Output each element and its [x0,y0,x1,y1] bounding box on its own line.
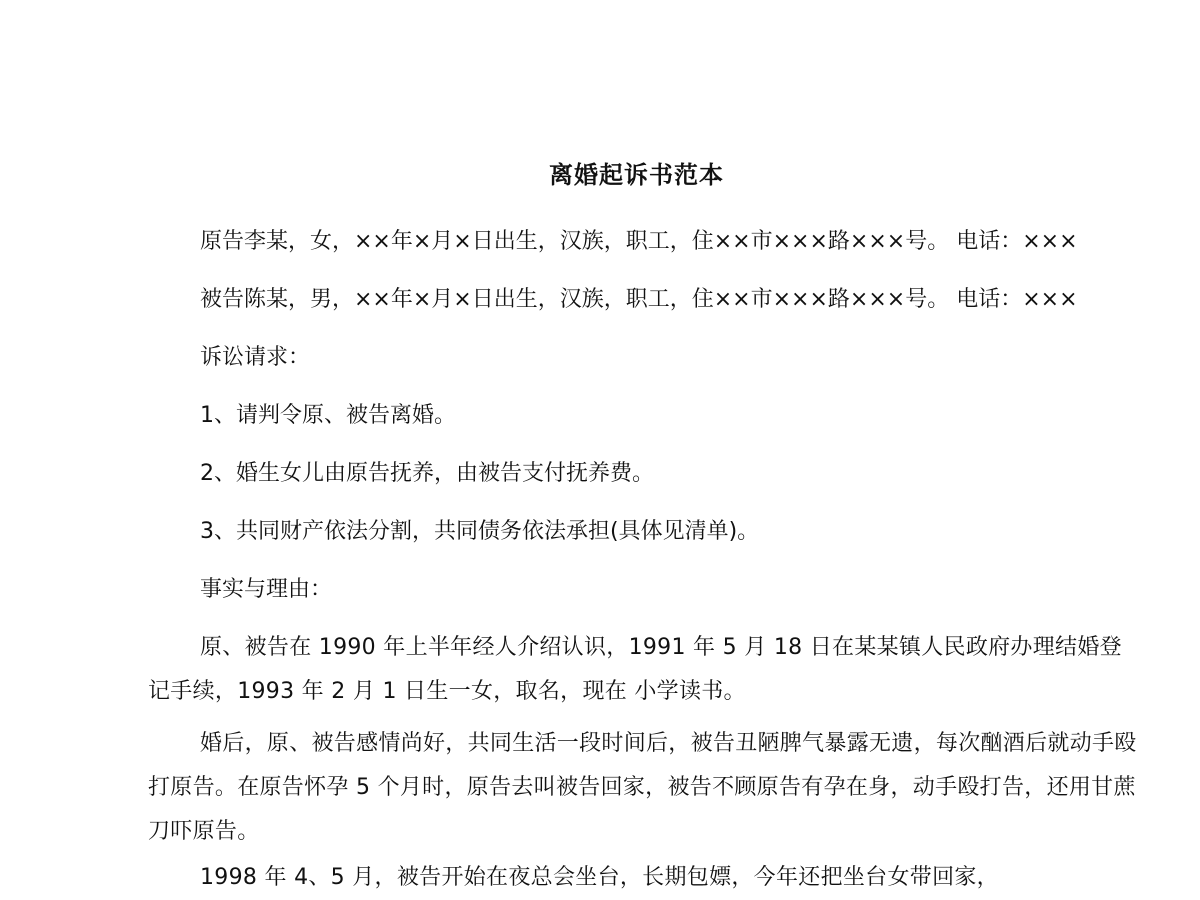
facts-paragraph: 原、被告在 1990 年上半年经人介绍认识，1991 年 5 月 18 日在某某镇人民政府办理结婚登记手续，1993 年 2 月 1 日生一女，取名，现在 小学读书。 [148,635,1122,704]
facts-heading: 事实与理由： [200,577,333,602]
claims-heading: 诉讼请求： [200,345,311,370]
claim-item: 2、婚生女儿由原告抚养，由被告支付抚养费。 [200,461,654,486]
claim-item: 3、共同财产依法分割，共同债务依法承担(具体见清单)。 [200,519,760,544]
facts-paragraph: 1998 年 4、5 月，被告开始在夜总会坐台，长期包嫖，今年还把坐台女带回家， [200,865,999,890]
facts-paragraph: 婚后，原、被告感情尚好，共同生活一段时间后，被告丑陋脾气暴露无遗，每次酗酒后就动手殴打原告。在原告怀孕 5 个月时，原告去叫被告回家，被告不顾原告有孕在身，动手殴打告，还用甘蔗刀吓原告。 [148,731,1137,844]
claim-item: 1、请判令原、被告离婚。 [200,403,456,428]
document-title: 离婚起诉书范本 [549,161,724,189]
defendant-info: 被告陈某，男，××年×月×日出生，汉族，职工，住××市×××路×××号。 电话：××× [200,287,1078,312]
plaintiff-info: 原告李某，女，××年×月×日出生，汉族，职工，住××市×××路×××号。 电话：××× [200,229,1078,254]
